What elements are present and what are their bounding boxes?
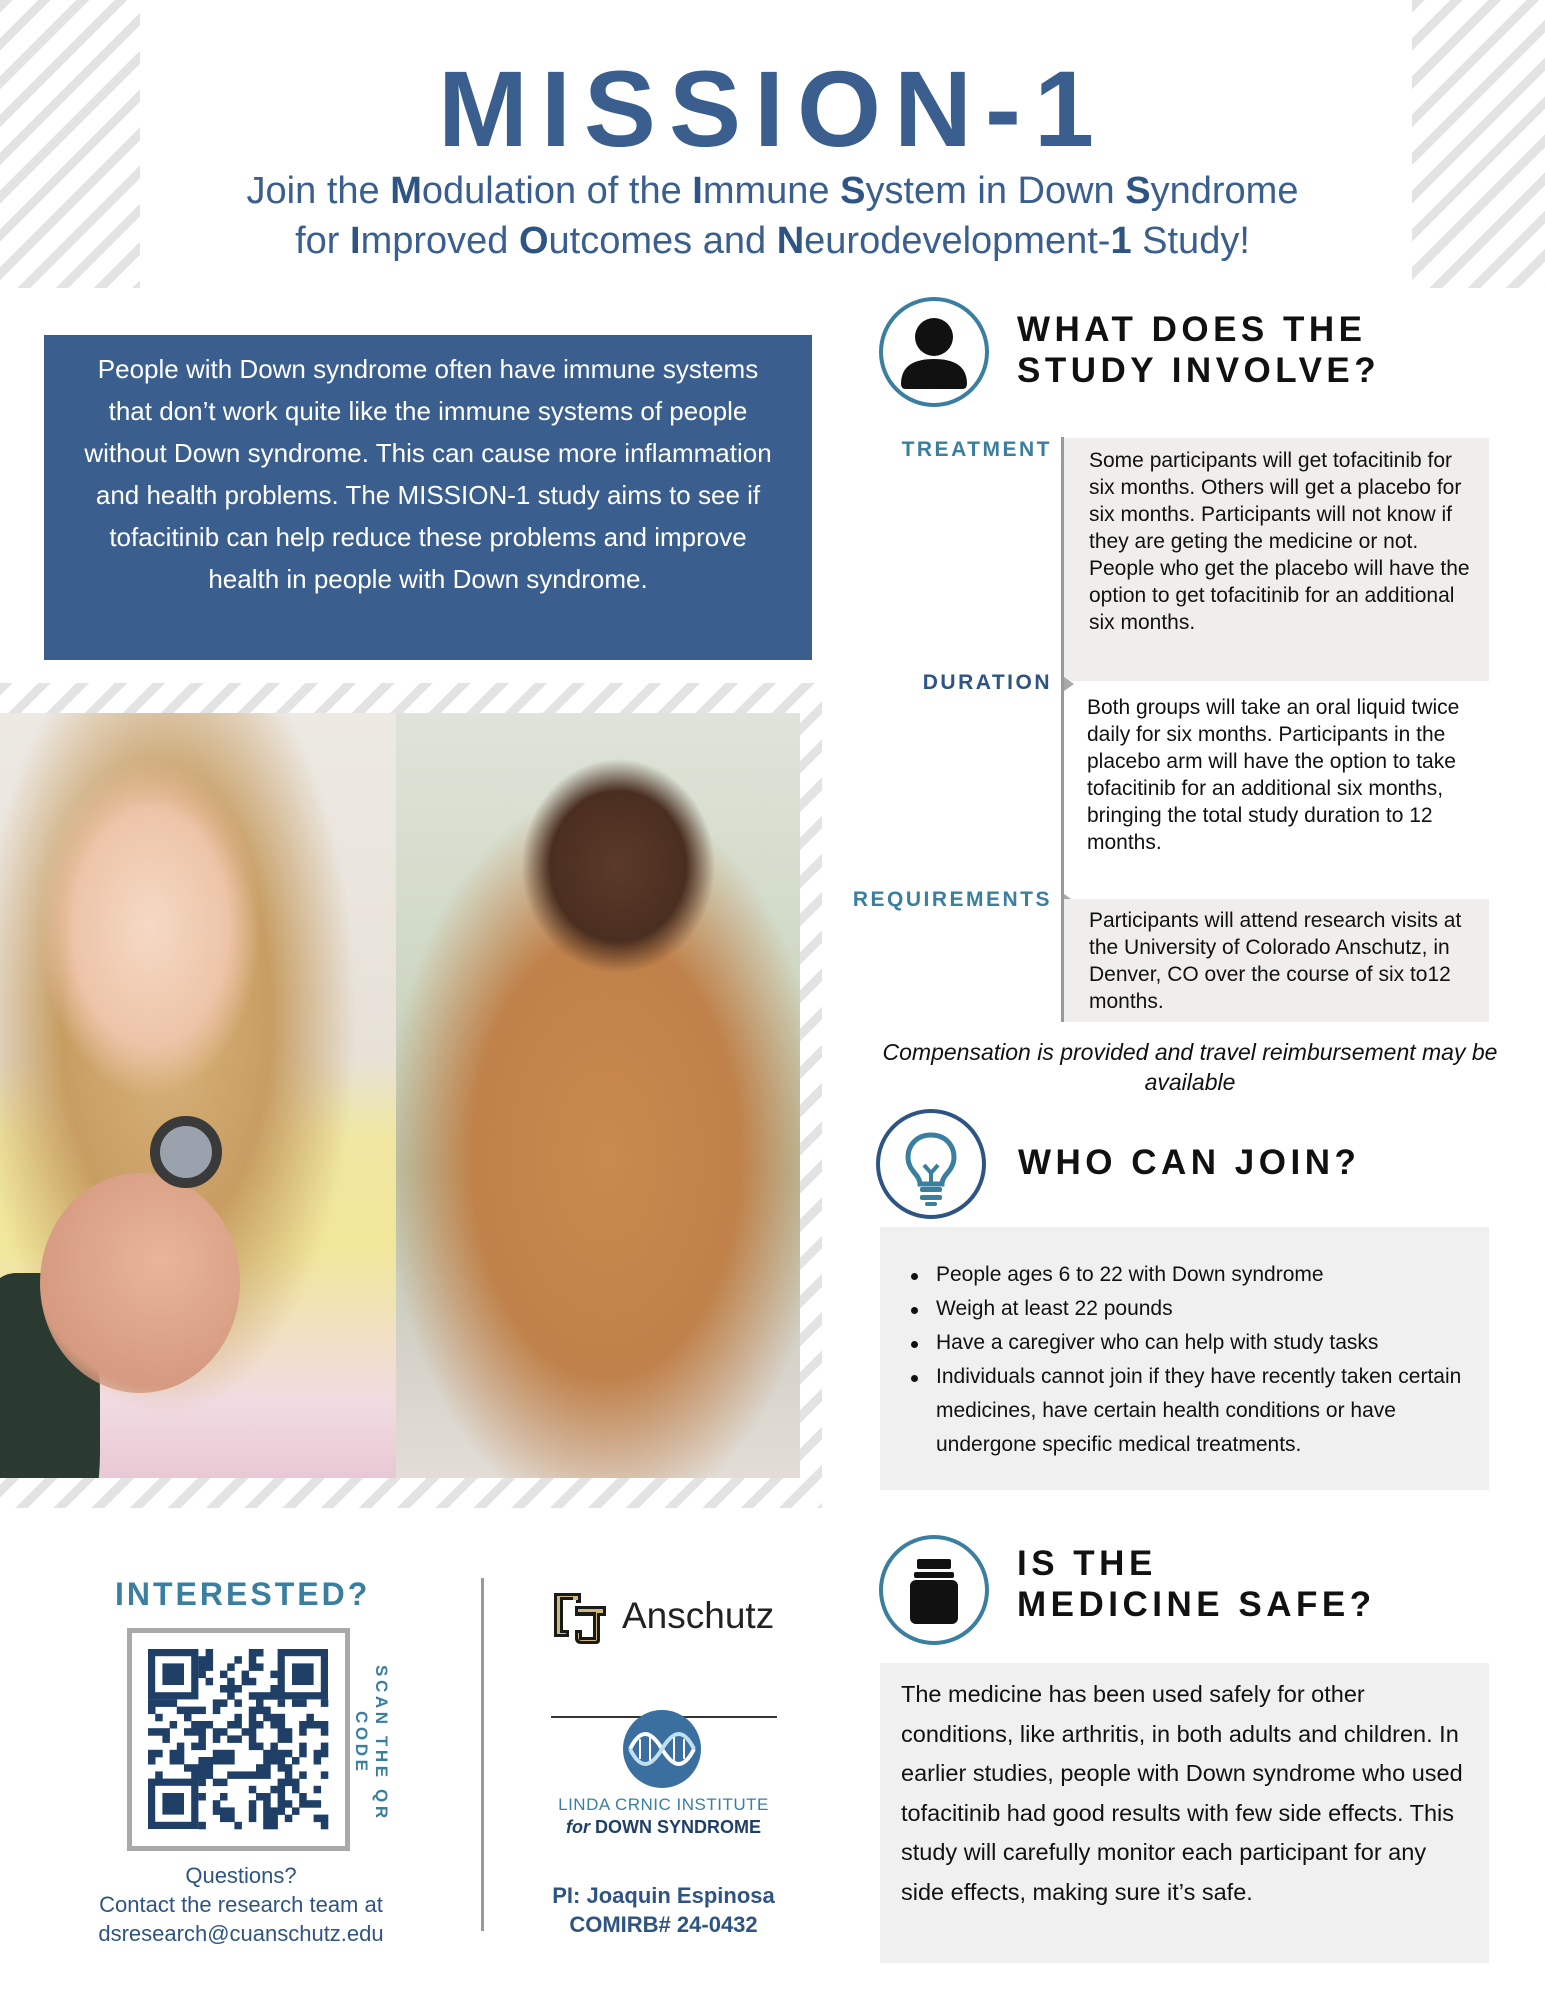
crnic-name-line2 <box>520 1817 807 1838</box>
person-icon <box>879 297 989 407</box>
requirements-label: REQUIREMENTS <box>852 888 1052 911</box>
dna-logo-icon <box>622 1709 702 1789</box>
duration-arrow <box>1064 677 1074 691</box>
subtitle-part: Study! <box>1131 220 1250 262</box>
subtitle-initial: O <box>518 220 549 262</box>
photo-young-man <box>396 713 800 1478</box>
pill-bottle-icon <box>879 1535 989 1645</box>
pi-name: PI: Joaquin Espinosa <box>552 1883 775 1908</box>
study-title-line2: STUDY INVOLVE? <box>1017 351 1381 390</box>
subtitle-part: yndrome <box>1150 170 1299 212</box>
photo-detail-hand <box>40 1173 240 1393</box>
subtitle-initial: 1 <box>1110 220 1132 262</box>
subtitle-initial: S <box>840 170 866 212</box>
join-criteria-list <box>936 1258 1465 1462</box>
duration-text: Both groups will take an oral liquid twice daily for six months. Participants in the placebo arm will have the option to take tofacitinib for an additional six months, bringing the total study duration to 12 months. <box>1087 696 1460 854</box>
pi-block <box>505 1881 822 1939</box>
treatment-label: TREATMENT <box>901 438 1052 461</box>
crnic-name-line1: LINDA CRNIC INSTITUTE <box>558 1795 769 1814</box>
join-title: WHO CAN JOIN? <box>1018 1143 1361 1182</box>
questions-line1: Questions? <box>185 1863 297 1888</box>
compensation-note: Compensation is provided and travel reimbursement may be available <box>882 1039 1498 1095</box>
contact-email-link[interactable]: dsresearch@cuanschutz.edu <box>98 1921 384 1946</box>
safety-title-line1: IS THE <box>1017 1544 1157 1583</box>
qr-code[interactable] <box>127 1628 350 1851</box>
subtitle-initial: I <box>350 220 361 262</box>
subtitle-part: for <box>295 220 351 262</box>
list-item: Have a caregiver who can help with study tasks <box>936 1326 1465 1360</box>
list-item: Individuals cannot join if they have recently taken certain medicines, have certain health conditions or have undergone specific medical treatments. <box>936 1360 1465 1462</box>
subtitle-part: eurodevelopment- <box>804 220 1111 262</box>
subtitle-part: Join the <box>246 170 391 212</box>
subtitle-part: utcomes and <box>548 220 777 262</box>
safety-text: The medicine has been used safely for other conditions, like arthritis, in both adults and children. In earlier studies, people with Down syndrome who used tofacitinib had good results with few side effects. This study will carefully monitor each participant for any side effects, making sure it’s safe. <box>880 1663 1489 1963</box>
duration-label: DURATION <box>922 671 1052 694</box>
scan-qr-label: SCAN THE QR CODE <box>352 1664 391 1822</box>
photo-girl-stethoscope <box>0 713 396 1478</box>
interested-heading: INTERESTED? <box>115 1576 371 1612</box>
subtitle-part: ystem in Down <box>865 170 1126 212</box>
study-title <box>1017 309 1380 391</box>
crnic-for: for <box>565 1817 590 1837</box>
cu-logo-icon <box>551 1590 609 1646</box>
crnic-down-syndrome: DOWN SYNDROME <box>595 1817 761 1837</box>
safety-title-line2: MEDICINE SAFE? <box>1017 1585 1376 1624</box>
comirb-number: COMIRB# 24-0432 <box>569 1912 758 1937</box>
questions-line2: Contact the research team at <box>99 1892 383 1917</box>
join-criteria-box <box>880 1227 1489 1490</box>
study-title-line1: WHAT DOES THE <box>1017 310 1367 349</box>
page-title: MISSION-1 <box>437 48 1108 169</box>
lightbulb-icon <box>876 1109 986 1219</box>
vertical-divider <box>481 1578 484 1931</box>
list-item: Weigh at least 22 pounds <box>936 1292 1465 1326</box>
page-subtitle <box>150 166 1395 266</box>
subtitle-part: mmune <box>702 170 841 212</box>
stethoscope-icon <box>150 1116 222 1188</box>
subtitle-initial: I <box>692 170 703 212</box>
anschutz-wordmark: Anschutz <box>622 1595 775 1636</box>
list-item: People ages 6 to 22 with Down syndrome <box>936 1258 1465 1292</box>
subtitle-part: odulation of the <box>421 170 693 212</box>
qr-code-pattern <box>132 1633 345 1846</box>
subtitle-initial: N <box>776 220 805 262</box>
subtitle-initial: M <box>390 170 422 212</box>
treatment-text: Some participants will get tofacitinib for six months. Others will get a placebo for six months. Participants will not know if they are geting the medicine or not. People who get the placebo will have the option to get tofacitinib for an additional six months. <box>1064 438 1489 681</box>
safety-title <box>1017 1543 1376 1625</box>
subtitle-part: mproved <box>360 220 519 262</box>
subtitle-initial: S <box>1125 170 1151 212</box>
questions-block <box>66 1861 416 1948</box>
requirements-text: Participants will attend research visits at the University of Colorado Anschutz, in Denver, CO over the course of six to12 months. <box>1064 899 1489 1022</box>
intro-box: People with Down syndrome often have immune systems that don’t work quite like the immune systems of people without Down syndrome. This can cause more inflammation and health problems. The MISSION-1 study aims to see if tofacitinib can help reduce these problems and improve health in people with Down syndrome. <box>44 335 812 660</box>
